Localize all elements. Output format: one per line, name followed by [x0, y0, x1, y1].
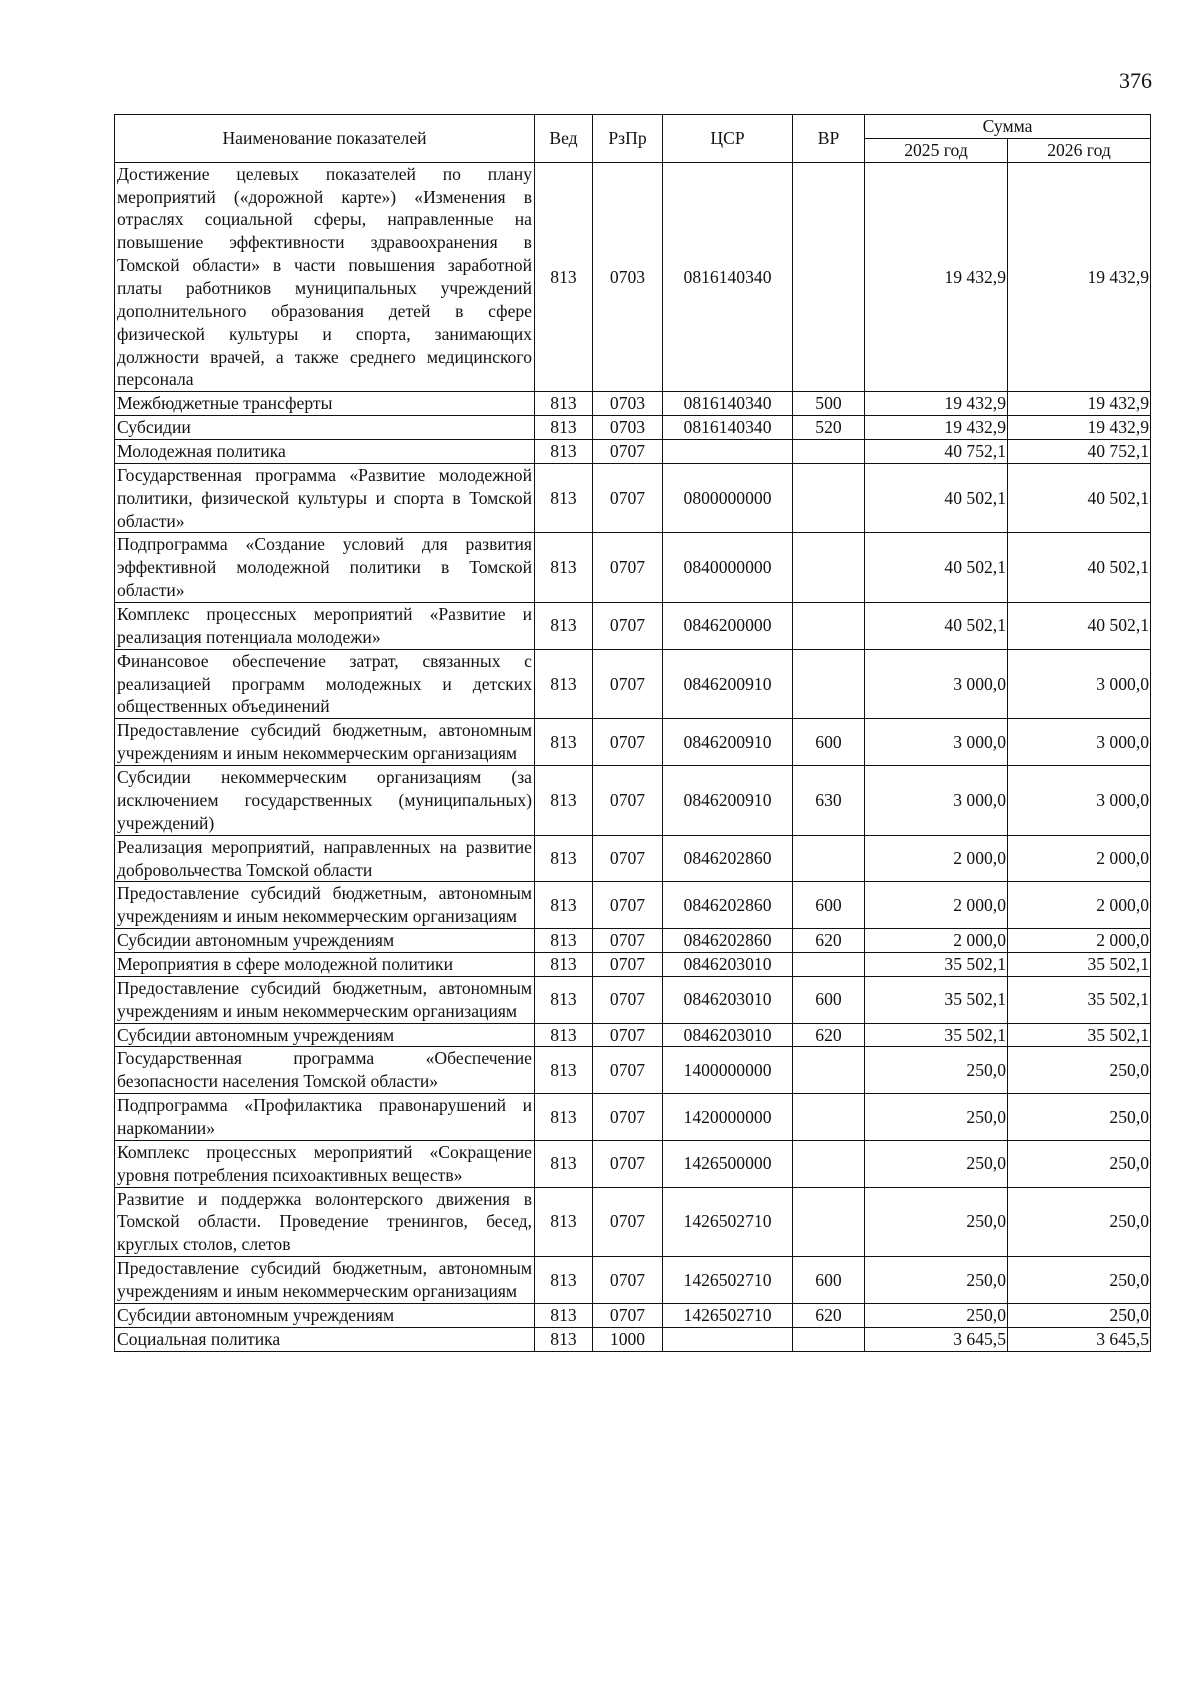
row-amount-2026: 2 000,0 [1008, 882, 1151, 929]
row-rzpr: 0707 [593, 1257, 663, 1304]
row-name: Молодежная политика [115, 440, 535, 464]
row-name: Комплекс процессных мероприятий «Развитие и реализация потенциала молодежи» [115, 603, 535, 650]
row-name: Предоставление субсидий бюджетным, автономным учреждениям и иным некоммерческим организациям [115, 1257, 535, 1304]
row-ved: 813 [535, 1327, 593, 1351]
row-name: Социальная политика [115, 1327, 535, 1351]
row-amount-2026: 250,0 [1008, 1047, 1151, 1094]
row-ved: 813 [535, 162, 593, 392]
row-csr: 0846203010 [663, 952, 793, 976]
row-amount-2025: 3 000,0 [865, 766, 1008, 836]
row-vr: 620 [793, 929, 865, 953]
row-amount-2025: 3 645,5 [865, 1327, 1008, 1351]
row-amount-2025: 35 502,1 [865, 952, 1008, 976]
row-vr: 600 [793, 719, 865, 766]
table-row [115, 1023, 1151, 1047]
row-ved: 813 [535, 1257, 593, 1304]
row-amount-2025: 250,0 [865, 1047, 1008, 1094]
row-vr: 600 [793, 882, 865, 929]
table-row [115, 416, 1151, 440]
row-rzpr: 0703 [593, 416, 663, 440]
row-name: Межбюджетные трансферты [115, 392, 535, 416]
row-name: Финансовое обеспечение затрат, связанных с реализацией программ молодежных и детских общественных объединений [115, 649, 535, 719]
row-amount-2025: 250,0 [865, 1140, 1008, 1187]
row-csr: 1426502710 [663, 1303, 793, 1327]
row-vr [793, 835, 865, 882]
row-amount-2025: 2 000,0 [865, 835, 1008, 882]
row-amount-2025: 40 502,1 [865, 603, 1008, 650]
row-ved: 813 [535, 440, 593, 464]
row-rzpr: 0703 [593, 162, 663, 392]
row-name: Предоставление субсидий бюджетным, автономным учреждениям и иным некоммерческим организациям [115, 976, 535, 1023]
row-amount-2025: 19 432,9 [865, 392, 1008, 416]
row-name: Развитие и поддержка волонтерского движения в Томской области. Проведение тренингов, бесед, круглых столов, слетов [115, 1187, 535, 1257]
row-name: Мероприятия в сфере молодежной политики [115, 952, 535, 976]
table-row [115, 463, 1151, 533]
row-ved: 813 [535, 1187, 593, 1257]
row-vr: 630 [793, 766, 865, 836]
table-row [115, 1094, 1151, 1141]
row-amount-2026: 250,0 [1008, 1257, 1151, 1304]
row-amount-2026: 19 432,9 [1008, 162, 1151, 392]
row-csr: 0846200910 [663, 719, 793, 766]
header-csr: ЦСР [663, 115, 793, 163]
row-csr: 0846200910 [663, 649, 793, 719]
table-row [115, 719, 1151, 766]
row-rzpr: 0707 [593, 766, 663, 836]
table-row [115, 976, 1151, 1023]
row-vr [793, 463, 865, 533]
row-vr: 500 [793, 392, 865, 416]
row-amount-2026: 40 502,1 [1008, 533, 1151, 603]
row-rzpr: 0707 [593, 882, 663, 929]
row-csr: 0846202860 [663, 835, 793, 882]
row-csr: 1426500000 [663, 1140, 793, 1187]
row-csr: 0846202860 [663, 882, 793, 929]
row-rzpr: 1000 [593, 1327, 663, 1351]
row-amount-2025: 35 502,1 [865, 976, 1008, 1023]
row-amount-2026: 2 000,0 [1008, 835, 1151, 882]
table-row [115, 835, 1151, 882]
row-amount-2025: 250,0 [865, 1187, 1008, 1257]
row-rzpr: 0703 [593, 392, 663, 416]
table-row [115, 392, 1151, 416]
row-name: Субсидии [115, 416, 535, 440]
row-amount-2025: 250,0 [865, 1257, 1008, 1304]
table-row [115, 1187, 1151, 1257]
row-csr: 1400000000 [663, 1047, 793, 1094]
row-amount-2025: 40 502,1 [865, 533, 1008, 603]
row-ved: 813 [535, 835, 593, 882]
row-ved: 813 [535, 1094, 593, 1141]
row-vr [793, 1140, 865, 1187]
row-vr: 600 [793, 1257, 865, 1304]
row-ved: 813 [535, 766, 593, 836]
row-amount-2026: 250,0 [1008, 1094, 1151, 1141]
row-name: Подпрограмма «Профилактика правонарушений и наркомании» [115, 1094, 535, 1141]
row-csr: 0846200910 [663, 766, 793, 836]
row-name: Субсидии некоммерческим организациям (за исключением государственных (муниципальных) учреждений) [115, 766, 535, 836]
row-ved: 813 [535, 1303, 593, 1327]
row-vr: 520 [793, 416, 865, 440]
row-csr: 1426502710 [663, 1257, 793, 1304]
table-row [115, 766, 1151, 836]
row-csr: 0816140340 [663, 392, 793, 416]
row-ved: 813 [535, 603, 593, 650]
row-rzpr: 0707 [593, 976, 663, 1023]
row-csr: 0800000000 [663, 463, 793, 533]
row-vr [793, 952, 865, 976]
row-amount-2025: 2 000,0 [865, 882, 1008, 929]
header-rzpr: РзПр [593, 115, 663, 163]
row-amount-2026: 3 645,5 [1008, 1327, 1151, 1351]
row-rzpr: 0707 [593, 719, 663, 766]
row-ved: 813 [535, 882, 593, 929]
row-amount-2025: 3 000,0 [865, 719, 1008, 766]
row-ved: 813 [535, 719, 593, 766]
row-name: Комплекс процессных мероприятий «Сокращение уровня потребления психоактивных веществ» [115, 1140, 535, 1187]
row-vr [793, 1187, 865, 1257]
row-amount-2026: 250,0 [1008, 1140, 1151, 1187]
row-vr [793, 1047, 865, 1094]
row-csr [663, 440, 793, 464]
header-vr: ВР [793, 115, 865, 163]
row-name: Субсидии автономным учреждениям [115, 929, 535, 953]
row-csr: 0846203010 [663, 976, 793, 1023]
row-vr [793, 1327, 865, 1351]
row-rzpr: 0707 [593, 533, 663, 603]
row-amount-2025: 35 502,1 [865, 1023, 1008, 1047]
row-csr: 1426502710 [663, 1187, 793, 1257]
row-ved: 813 [535, 1140, 593, 1187]
table-row [115, 882, 1151, 929]
row-vr [793, 1094, 865, 1141]
table-row [115, 1257, 1151, 1304]
row-csr: 0846200000 [663, 603, 793, 650]
row-amount-2026: 3 000,0 [1008, 766, 1151, 836]
row-amount-2026: 40 502,1 [1008, 463, 1151, 533]
row-amount-2026: 35 502,1 [1008, 976, 1151, 1023]
row-amount-2025: 2 000,0 [865, 929, 1008, 953]
row-amount-2026: 19 432,9 [1008, 416, 1151, 440]
row-ved: 813 [535, 392, 593, 416]
row-vr [793, 440, 865, 464]
row-rzpr: 0707 [593, 603, 663, 650]
row-name: Реализация мероприятий, направленных на развитие добровольчества Томской области [115, 835, 535, 882]
row-amount-2025: 19 432,9 [865, 162, 1008, 392]
row-amount-2026: 2 000,0 [1008, 929, 1151, 953]
row-name: Предоставление субсидий бюджетным, автономным учреждениям и иным некоммерческим организациям [115, 719, 535, 766]
row-rzpr: 0707 [593, 1303, 663, 1327]
table-row [115, 952, 1151, 976]
row-name: Субсидии автономным учреждениям [115, 1023, 535, 1047]
row-ved: 813 [535, 649, 593, 719]
table-body [115, 162, 1151, 1351]
page-number: 376 [1119, 68, 1152, 93]
row-amount-2026: 40 502,1 [1008, 603, 1151, 650]
row-vr: 620 [793, 1023, 865, 1047]
table-row [115, 1047, 1151, 1094]
row-rzpr: 0707 [593, 929, 663, 953]
row-amount-2026: 19 432,9 [1008, 392, 1151, 416]
row-rzpr: 0707 [593, 1023, 663, 1047]
row-name: Государственная программа «Обеспечение безопасности населения Томской области» [115, 1047, 535, 1094]
row-ved: 813 [535, 929, 593, 953]
row-amount-2026: 250,0 [1008, 1187, 1151, 1257]
row-rzpr: 0707 [593, 1047, 663, 1094]
row-vr [793, 649, 865, 719]
row-rzpr: 0707 [593, 463, 663, 533]
table-row [115, 1140, 1151, 1187]
row-ved: 813 [535, 952, 593, 976]
row-vr [793, 533, 865, 603]
table-row [115, 1327, 1151, 1351]
row-amount-2025: 40 752,1 [865, 440, 1008, 464]
row-csr: 0846203010 [663, 1023, 793, 1047]
row-amount-2026: 3 000,0 [1008, 719, 1151, 766]
row-rzpr: 0707 [593, 835, 663, 882]
header-year-2026: 2026 год [1008, 138, 1151, 162]
row-vr: 620 [793, 1303, 865, 1327]
table-row [115, 533, 1151, 603]
row-amount-2025: 40 502,1 [865, 463, 1008, 533]
header-ved: Вед [535, 115, 593, 163]
row-rzpr: 0707 [593, 1094, 663, 1141]
row-amount-2026: 40 752,1 [1008, 440, 1151, 464]
row-rzpr: 0707 [593, 440, 663, 464]
row-ved: 813 [535, 1047, 593, 1094]
row-csr: 0816140340 [663, 162, 793, 392]
table-row [115, 603, 1151, 650]
row-rzpr: 0707 [593, 649, 663, 719]
table-row [115, 440, 1151, 464]
row-vr: 600 [793, 976, 865, 1023]
header-name: Наименование показателей [115, 115, 535, 163]
row-amount-2025: 250,0 [865, 1303, 1008, 1327]
row-amount-2025: 3 000,0 [865, 649, 1008, 719]
table-row [115, 929, 1151, 953]
row-vr [793, 603, 865, 650]
row-ved: 813 [535, 976, 593, 1023]
row-rzpr: 0707 [593, 1187, 663, 1257]
row-amount-2026: 35 502,1 [1008, 1023, 1151, 1047]
row-name: Государственная программа «Развитие молодежной политики, физической культуры и спорта в Томской области» [115, 463, 535, 533]
row-ved: 813 [535, 463, 593, 533]
table-row [115, 162, 1151, 392]
table-row [115, 1303, 1151, 1327]
row-amount-2025: 19 432,9 [865, 416, 1008, 440]
row-name: Достижение целевых показателей по плану мероприятий («дорожной карте») «Изменения в отраслях социальной сферы, направленные на повышение эффективности здравоохранения в Томской области» в части повышения заработной платы работников муниципальных учреждений дополнительного образования детей в сфере физической культуры и спорта, занимающих должности врачей, а также среднего медицинского персонала [115, 162, 535, 392]
row-ved: 813 [535, 1023, 593, 1047]
budget-table [114, 114, 1151, 1352]
row-csr: 0816140340 [663, 416, 793, 440]
header-row [115, 115, 1151, 139]
row-amount-2026: 3 000,0 [1008, 649, 1151, 719]
row-csr: 1420000000 [663, 1094, 793, 1141]
row-name: Подпрограмма «Создание условий для развития эффективной молодежной политики в Томской области» [115, 533, 535, 603]
row-name: Предоставление субсидий бюджетным, автономным учреждениям и иным некоммерческим организациям [115, 882, 535, 929]
row-name: Субсидии автономным учреждениям [115, 1303, 535, 1327]
header-sum: Сумма [865, 115, 1151, 139]
row-ved: 813 [535, 416, 593, 440]
header-year-2025: 2025 год [865, 138, 1008, 162]
row-ved: 813 [535, 533, 593, 603]
row-rzpr: 0707 [593, 1140, 663, 1187]
row-amount-2026: 250,0 [1008, 1303, 1151, 1327]
row-csr [663, 1327, 793, 1351]
row-amount-2026: 35 502,1 [1008, 952, 1151, 976]
table-row [115, 649, 1151, 719]
row-amount-2025: 250,0 [865, 1094, 1008, 1141]
row-vr [793, 162, 865, 392]
row-rzpr: 0707 [593, 952, 663, 976]
row-csr: 0840000000 [663, 533, 793, 603]
row-csr: 0846202860 [663, 929, 793, 953]
